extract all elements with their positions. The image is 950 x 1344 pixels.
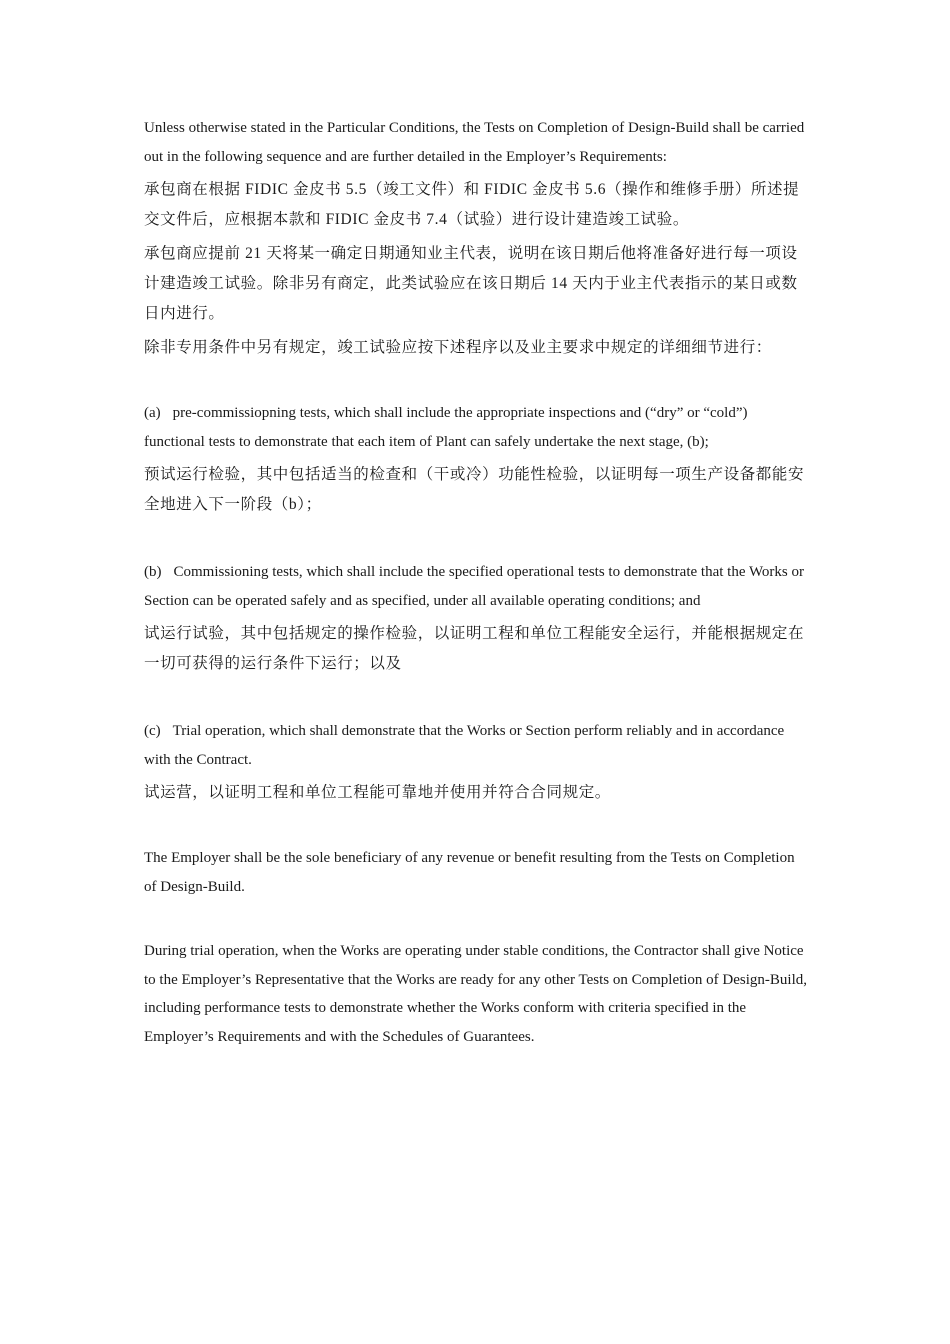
list-item-en <box>144 399 810 456</box>
intro-paragraph-zh-3: 除非专用条件中另有规定，竣工试验应按下述程序以及业主要求中规定的详细细节进行： <box>144 339 772 356</box>
list-item-zh: 试运行试验，其中包括规定的操作检验，以证明工程和单位工程能安全运行，并能根据规定在一切可获得的运行条件下运行；以及 <box>144 625 805 672</box>
list-item-c <box>144 717 810 808</box>
list-item-en <box>144 717 810 774</box>
list-item-zh: 预试运行检验，其中包括适当的检查和（干或冷）功能性检验，以证明每一项生产设备都能安全地进入下一阶段（b）； <box>144 466 805 513</box>
list-item-label: (c) <box>144 723 161 739</box>
intro-paragraph-zh-1: 承包商在根据 FIDIC 金皮书 5.5（竣工文件）和 FIDIC 金皮书 5.6（操作和维修手册）所述提交文件后，应根据本款和 FIDIC 金皮书 7.4（试验）进行设计建造竣工试验。 <box>144 181 800 228</box>
trial-operation-paragraph: During trial operation, when the Works are operating under stable conditions, the Contractor shall give Notice to the Employer’s Representative that the Works are ready for any other Tests on Completion of Design-Build, including performance tests to demonstrate whether the Works conform with criteria specified in the Employer’s Requirements and with the Schedules of Guarantees. <box>144 943 808 1045</box>
intro-paragraph-en: Unless otherwise stated in the Particular Conditions, the Tests on Completion of Design-Build shall be carried out in the following sequence and are further detailed in the Employer’s Requirements: <box>144 120 805 165</box>
list-item-label: (a) <box>144 405 161 421</box>
list-item-zh: 试运营，以证明工程和单位工程能可靠地并使用并符合合同规定。 <box>144 784 611 801</box>
list-item-text: pre-commissiopning tests, which shall include the appropriate inspections and (“dry” or “cold”) functional tests to demonstrate that each item of Plant can safely undertake the next stage, (b); <box>144 405 748 450</box>
list-item-b <box>144 558 810 679</box>
list-item-text: Commissioning tests, which shall include the specified operational tests to demonstrate that the Works or Section can be operated safely and as specified, under all available operating conditions; and <box>144 564 804 609</box>
list-item-label: (b) <box>144 564 162 580</box>
document-page <box>144 114 810 1051</box>
list-item-text: Trial operation, which shall demonstrate that the Works or Section perform reliably and in accordance with the Contract. <box>144 723 785 768</box>
intro-paragraph-zh-2: 承包商应提前 21 天将某一确定日期通知业主代表，说明在该日期后他将准备好进行每一项设计建造竣工试验。除非另有商定，此类试验应在该日期后 14 天内于业主代表指示的某日或数日内进行。 <box>144 245 798 322</box>
beneficiary-paragraph: The Employer shall be the sole beneficiary of any revenue or benefit resulting from the Tests on Completion of Design-Build. <box>144 850 795 895</box>
list-item-a <box>144 399 810 520</box>
list-item-en <box>144 558 810 615</box>
